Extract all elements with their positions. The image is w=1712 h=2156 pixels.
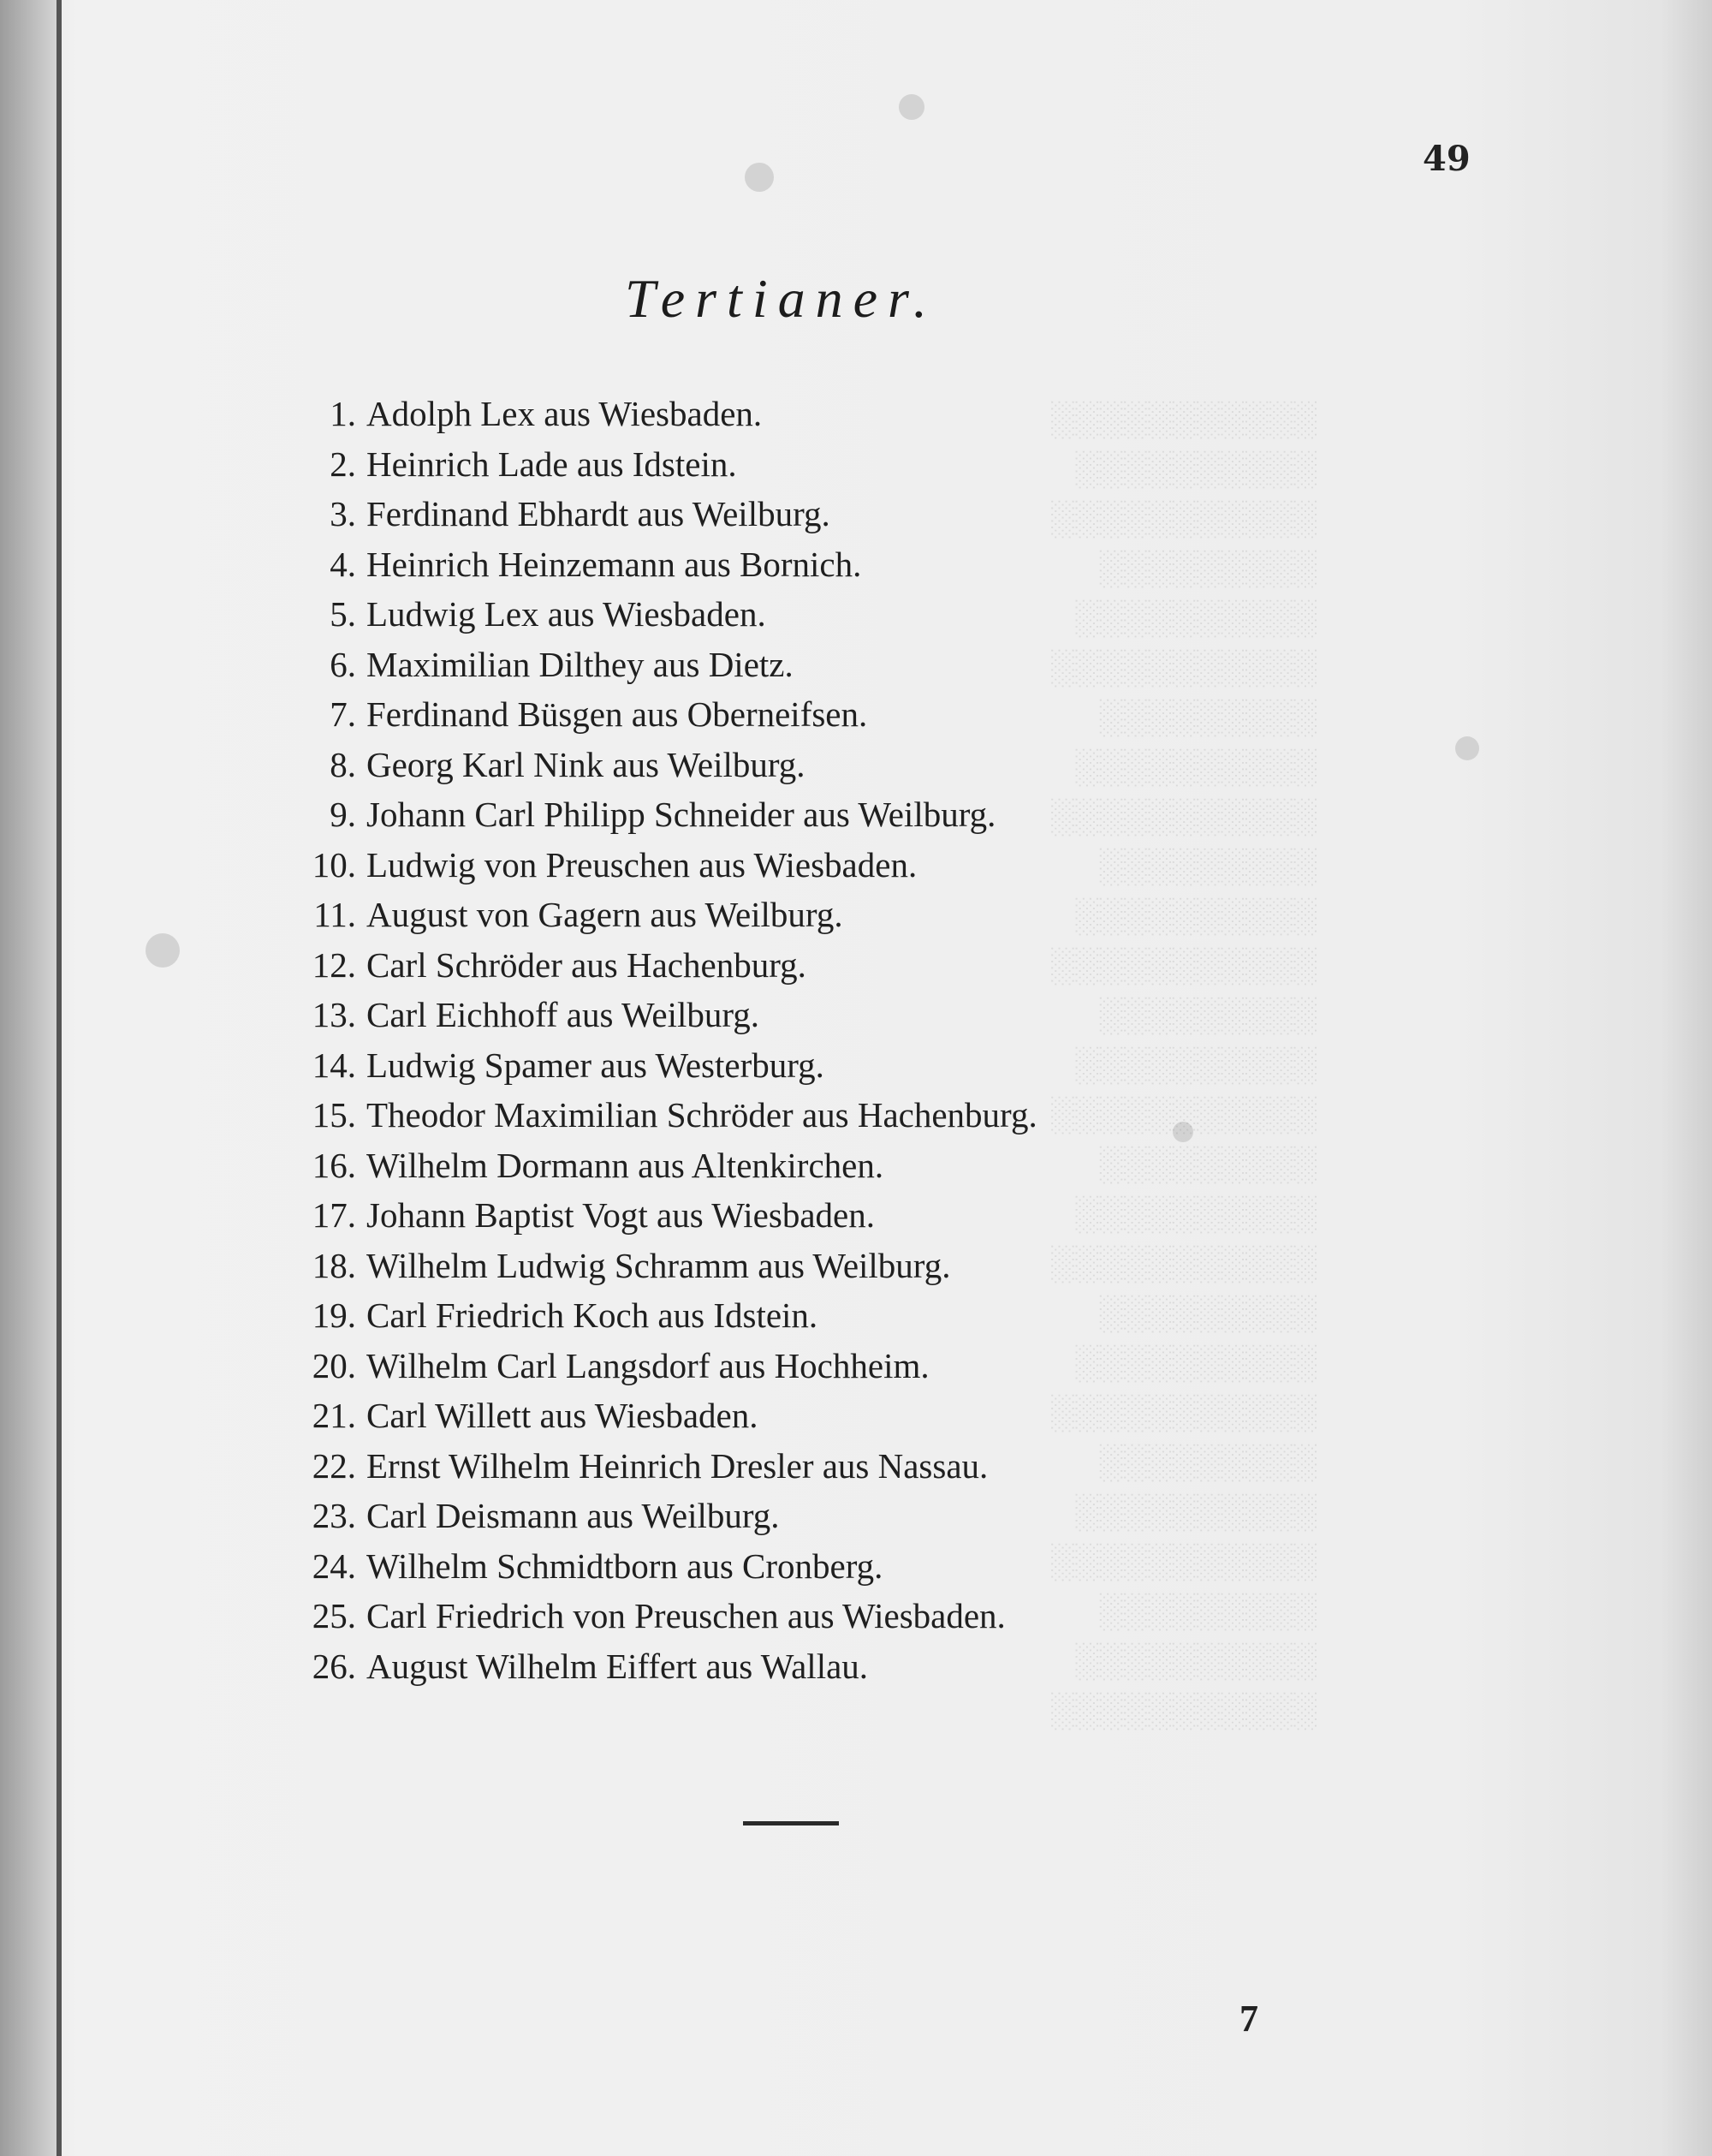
entry-text: Adolph Lex aus Wiesbaden. bbox=[366, 394, 763, 433]
entry-text: Ferdinand Ebhardt aus Weilburg. bbox=[366, 494, 830, 533]
entry-text: Carl Deismann aus Weilburg. bbox=[366, 1496, 780, 1535]
entry-number: 26. bbox=[312, 1646, 356, 1686]
entry-text: Ernst Wilhelm Heinrich Dresler aus Nassau. bbox=[366, 1445, 989, 1486]
paper-speck bbox=[1455, 736, 1479, 760]
section-title: Tertianer. bbox=[625, 268, 937, 329]
entry-number: 25. bbox=[312, 1596, 356, 1635]
entry-number: 7. bbox=[330, 694, 356, 734]
entry-number: 2. bbox=[330, 444, 356, 484]
entry-text: Carl Friedrich von Preuschen aus Wiesbaden. bbox=[366, 1596, 1006, 1635]
entry-number: 21. bbox=[312, 1396, 356, 1435]
entry-text: Ludwig von Preuschen aus Wiesbaden. bbox=[366, 844, 918, 884]
entry-number: 24. bbox=[312, 1546, 356, 1586]
entry-number: 23. bbox=[312, 1496, 356, 1535]
entry-text: Carl Schröder aus Hachenburg. bbox=[366, 944, 806, 985]
entry-number: 8. bbox=[330, 744, 356, 784]
list-item bbox=[272, 1190, 1037, 1241]
entry-text: Johann Baptist Vogt aus Wiesbaden. bbox=[366, 1195, 875, 1235]
entry-number: 14. bbox=[312, 1045, 356, 1085]
closing-rule bbox=[743, 1821, 839, 1825]
list-item bbox=[272, 689, 1037, 740]
list-item bbox=[272, 1090, 1037, 1141]
entry-text: Wilhelm Dormann aus Altenkirchen. bbox=[366, 1145, 884, 1185]
list-item bbox=[272, 389, 1037, 439]
list-item bbox=[272, 589, 1037, 640]
list-item bbox=[272, 1591, 1037, 1641]
entry-text: Wilhelm Schmidtborn aus Cronberg. bbox=[366, 1546, 883, 1586]
list-item bbox=[272, 1491, 1037, 1541]
entry-number: 3. bbox=[330, 494, 356, 533]
paper-speck bbox=[146, 933, 180, 968]
entry-number: 18. bbox=[312, 1245, 356, 1285]
list-item bbox=[272, 1241, 1037, 1291]
signature-mark: 7 bbox=[1239, 1998, 1258, 2040]
list-item bbox=[272, 789, 1037, 840]
entry-text: Ludwig Spamer aus Westerburg. bbox=[366, 1045, 824, 1085]
entry-text: Carl Willett aus Wiesbaden. bbox=[366, 1396, 758, 1435]
entry-text: Georg Karl Nink aus Weilburg. bbox=[366, 744, 805, 784]
entry-text: Johann Carl Philipp Schneider aus Weilburg. bbox=[366, 795, 996, 834]
list-item bbox=[272, 1341, 1037, 1391]
entry-number: 20. bbox=[312, 1345, 356, 1385]
list-item bbox=[272, 990, 1037, 1040]
paper-speck bbox=[745, 163, 774, 192]
entry-text: Heinrich Heinzemann aus Bornich. bbox=[366, 544, 862, 584]
list-item bbox=[272, 1641, 1037, 1692]
entry-text: Maximilian Dilthey aus Dietz. bbox=[366, 644, 794, 684]
entry-number: 1. bbox=[330, 394, 356, 433]
list-item bbox=[272, 539, 1037, 590]
paper-speck bbox=[899, 94, 924, 120]
entry-number: 11. bbox=[313, 895, 356, 934]
list-item bbox=[272, 940, 1037, 991]
list-item bbox=[272, 1141, 1037, 1191]
entry-text: August von Gagern aus Weilburg. bbox=[366, 895, 843, 934]
student-list bbox=[272, 389, 1037, 1691]
entry-number: 13. bbox=[312, 995, 356, 1034]
list-item bbox=[272, 489, 1037, 539]
entry-number: 22. bbox=[312, 1445, 356, 1486]
entry-number: 5. bbox=[330, 594, 356, 634]
entry-text: Heinrich Lade aus Idstein. bbox=[366, 444, 737, 484]
entry-text: Theodor Maximilian Schröder aus Hachenburg. bbox=[366, 1095, 1037, 1135]
list-item bbox=[272, 1541, 1037, 1592]
reverse-page-bleed-through: ░░░░░░░░░░░ ░░░░░░░░░░ ░░░░░░░░░░░ ░░░░░░░░░ ░░░░░░░░░░ ░░░░░░░░░░░ ░░░░░░░░░ ░░░░░░░░░░ ░░░░░░░░░░░ ░░░░░░░░░ ░░░░░░░░░░ ░░░░░░░░░░░ ░░░░░░░░░ ░░░░░░░░░░ ░░░░░░░░░░░ ░░░░░░░░░ ░░░░░░░░░░ ░░░░░░░░░░░ ░░░░░░░░░ ░░░░░░░░░░ ░░░░░░░░░░░ ░░░░░░░░░ ░░░░░░░░░░ ░░░░░░░░░░░ ░░░░░░░░░ ░░░░░░░░░░ ░░░░░░░░░░░ bbox=[1051, 399, 1318, 1729]
list-item bbox=[272, 890, 1037, 940]
list-item bbox=[272, 1290, 1037, 1341]
entry-number: 6. bbox=[330, 644, 356, 684]
page-number: 49 bbox=[1423, 139, 1471, 179]
list-item bbox=[272, 1391, 1037, 1441]
list-item bbox=[272, 740, 1037, 790]
entry-number: 10. bbox=[312, 844, 356, 884]
list-item bbox=[272, 640, 1037, 690]
entry-text: Ludwig Lex aus Wiesbaden. bbox=[366, 594, 766, 634]
entry-number: 12. bbox=[312, 944, 356, 985]
entry-number: 15. bbox=[312, 1095, 356, 1135]
entry-number: 17. bbox=[312, 1195, 356, 1235]
entry-text: Ferdinand Büsgen aus Oberneifsen. bbox=[366, 694, 868, 734]
list-item bbox=[272, 439, 1037, 490]
entry-text: August Wilhelm Eiffert aus Wallau. bbox=[366, 1646, 869, 1686]
list-item bbox=[272, 840, 1037, 890]
entry-text: Carl Friedrich Koch aus Idstein. bbox=[366, 1295, 818, 1335]
entry-number: 19. bbox=[312, 1295, 356, 1335]
gutter-shadow bbox=[0, 0, 56, 2156]
entry-text: Carl Eichhoff aus Weilburg. bbox=[366, 995, 760, 1034]
list-item bbox=[272, 1040, 1037, 1091]
book-gutter bbox=[56, 0, 62, 2156]
entry-number: 16. bbox=[312, 1145, 356, 1185]
entry-text: Wilhelm Carl Langsdorf aus Hochheim. bbox=[366, 1345, 930, 1385]
list-item bbox=[272, 1441, 1037, 1492]
entry-text: Wilhelm Ludwig Schramm aus Weilburg. bbox=[366, 1245, 951, 1285]
entry-number: 4. bbox=[330, 544, 356, 584]
entry-number: 9. bbox=[330, 795, 356, 834]
